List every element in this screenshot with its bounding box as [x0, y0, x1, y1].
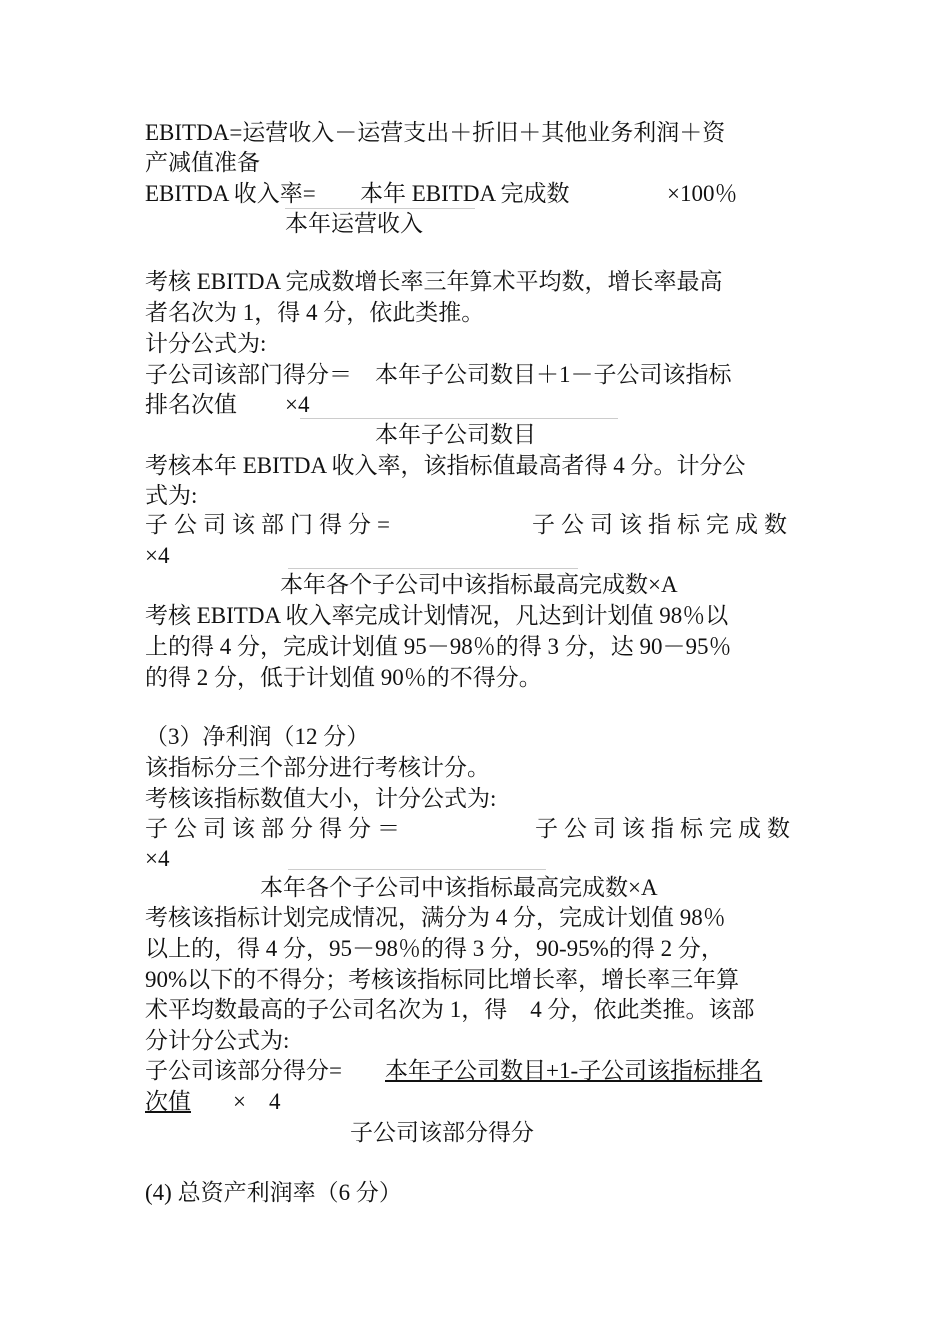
text-line: 考核该指标数值大小，计分公式为: — [145, 786, 497, 811]
formula-denominator: 本年各个子公司中该指标最高完成数×A — [280, 572, 678, 597]
text-line: 术平均数最高的子公司名次为 1，得 4 分，依此类推。该部 — [145, 997, 755, 1022]
formula-denominator: 子公司该部分得分 — [350, 1120, 534, 1145]
text-line: 考核 EBITDA 完成数增长率三年算术平均数，增长率最高 — [145, 269, 723, 294]
formula-multiplier: × 4 — [233, 1089, 281, 1114]
text-line: 考核 EBITDA 收入率完成计划情况，凡达到计划值 98％以 — [145, 603, 729, 628]
text-line: 上的得 4 分，完成计划值 95－98％的得 3 分，达 90－95％ — [145, 634, 732, 659]
text-line: 者名次为 1，得 4 分，依此类推。 — [145, 300, 485, 325]
text-line: 该指标分三个部分进行考核计分。 — [145, 755, 490, 780]
fraction-line — [285, 208, 475, 209]
formula-denominator: 本年子公司数目 — [375, 422, 536, 447]
formula-line: 排名次值 — [145, 392, 237, 417]
formula-label: 子公司该部门得分= — [145, 512, 396, 537]
text-line: EBITDA=运营收入－运营支出＋折旧＋其他业务利润＋资 — [145, 120, 726, 145]
formula-multiplier: ×4 — [285, 392, 310, 417]
text-line: 产减值准备 — [145, 150, 260, 175]
formula-label: 子公司该部分得分= — [145, 1058, 342, 1083]
formula-multiplier: ×4 — [145, 846, 170, 871]
formula-numerator: 本年子公司数目+1-子公司该指标排名 — [385, 1058, 763, 1083]
text-line: 分计分公式为: — [145, 1028, 290, 1053]
text-line: 90%以下的不得分；考核该指标同比增长率，增长率三年算 — [145, 967, 740, 992]
text-line: 以上的，得 4 分，95－98％的得 3 分，90-95%的得 2 分， — [145, 936, 724, 961]
fraction-line — [288, 568, 578, 569]
formula-numerator: 子公司该指标完成数 — [535, 816, 796, 841]
section-heading: （3）净利润（12 分） — [145, 724, 370, 749]
text-line: 考核本年 EBITDA 收入率，该指标值最高者得 4 分。计分公 — [145, 453, 746, 478]
formula-multiplier: ×100％ — [667, 181, 738, 206]
section-heading: (4) 总资产利润率（6 分） — [145, 1180, 402, 1205]
formula-label: EBITDA 收入率= — [145, 181, 316, 206]
fraction-line — [300, 418, 618, 419]
fraction-line — [288, 869, 546, 870]
formula-multiplier: ×4 — [145, 543, 170, 568]
formula-denominator: 本年运营收入 — [285, 211, 423, 236]
text-line: 考核该指标计划完成情况，满分为 4 分，完成计划值 98％ — [145, 905, 726, 930]
formula-numerator-cont: 次值 — [145, 1089, 191, 1114]
formula-denominator: 本年各个子公司中该指标最高完成数×A — [260, 875, 658, 900]
text-line: 式为: — [145, 483, 198, 508]
formula-label: 子公司该部分得分＝ — [145, 816, 406, 841]
formula-numerator: 本年 EBITDA 完成数 — [360, 181, 570, 206]
text-line: 的得 2 分，低于计划值 90％的不得分。 — [145, 665, 542, 690]
text-line: 计分公式为: — [145, 331, 267, 356]
formula-numerator: 子公司该指标完成数 — [532, 512, 793, 537]
formula-line: 子公司该部门得分＝ 本年子公司数目＋1－子公司该指标 — [145, 362, 732, 387]
